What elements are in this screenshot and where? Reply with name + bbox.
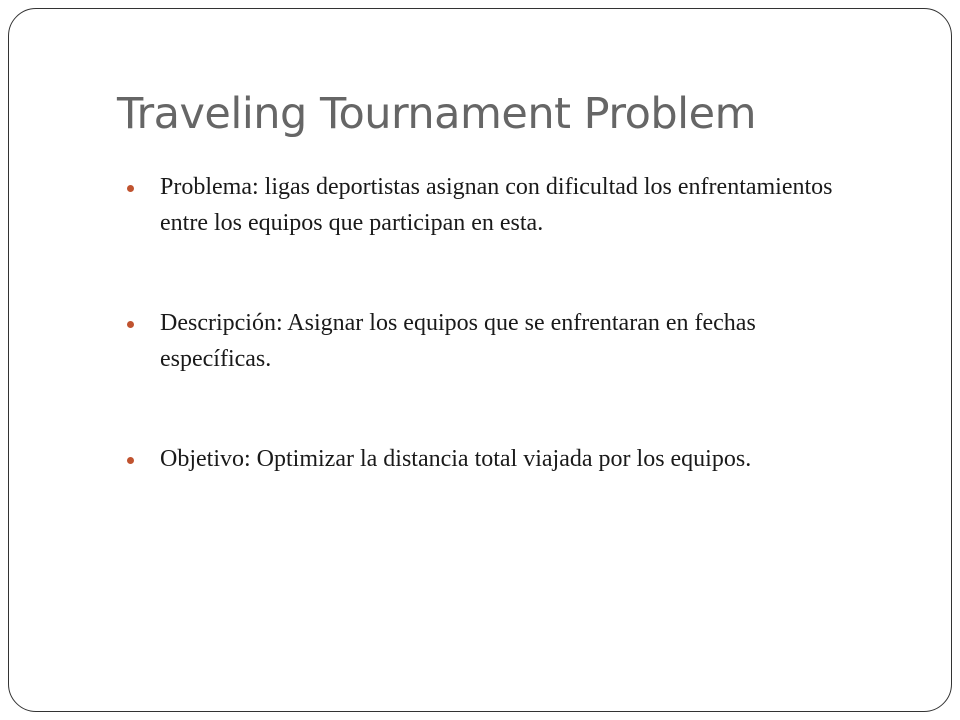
- bullet-item-problema: [125, 169, 845, 241]
- bullet-text: Objetivo: Optimizar la distancia total viajada por los equipos.: [160, 446, 752, 472]
- bullet-dot-icon: [127, 457, 134, 464]
- bullet-text: Descripción: Asignar los equipos que se enfrentaran en fechas específicas.: [160, 310, 756, 372]
- slide: [8, 8, 952, 712]
- bullet-text: Problema: ligas deportistas asignan con dificultad los enfrentamientos entre los equipos que participan en esta.: [160, 174, 833, 236]
- bullet-dot-icon: [127, 321, 134, 328]
- bullet-item-objetivo: [125, 441, 845, 477]
- slide-title: Traveling Tournament Problem: [117, 89, 756, 139]
- bullet-item-descripcion: [125, 305, 845, 377]
- bullet-list: [125, 169, 845, 541]
- bullet-dot-icon: [127, 185, 134, 192]
